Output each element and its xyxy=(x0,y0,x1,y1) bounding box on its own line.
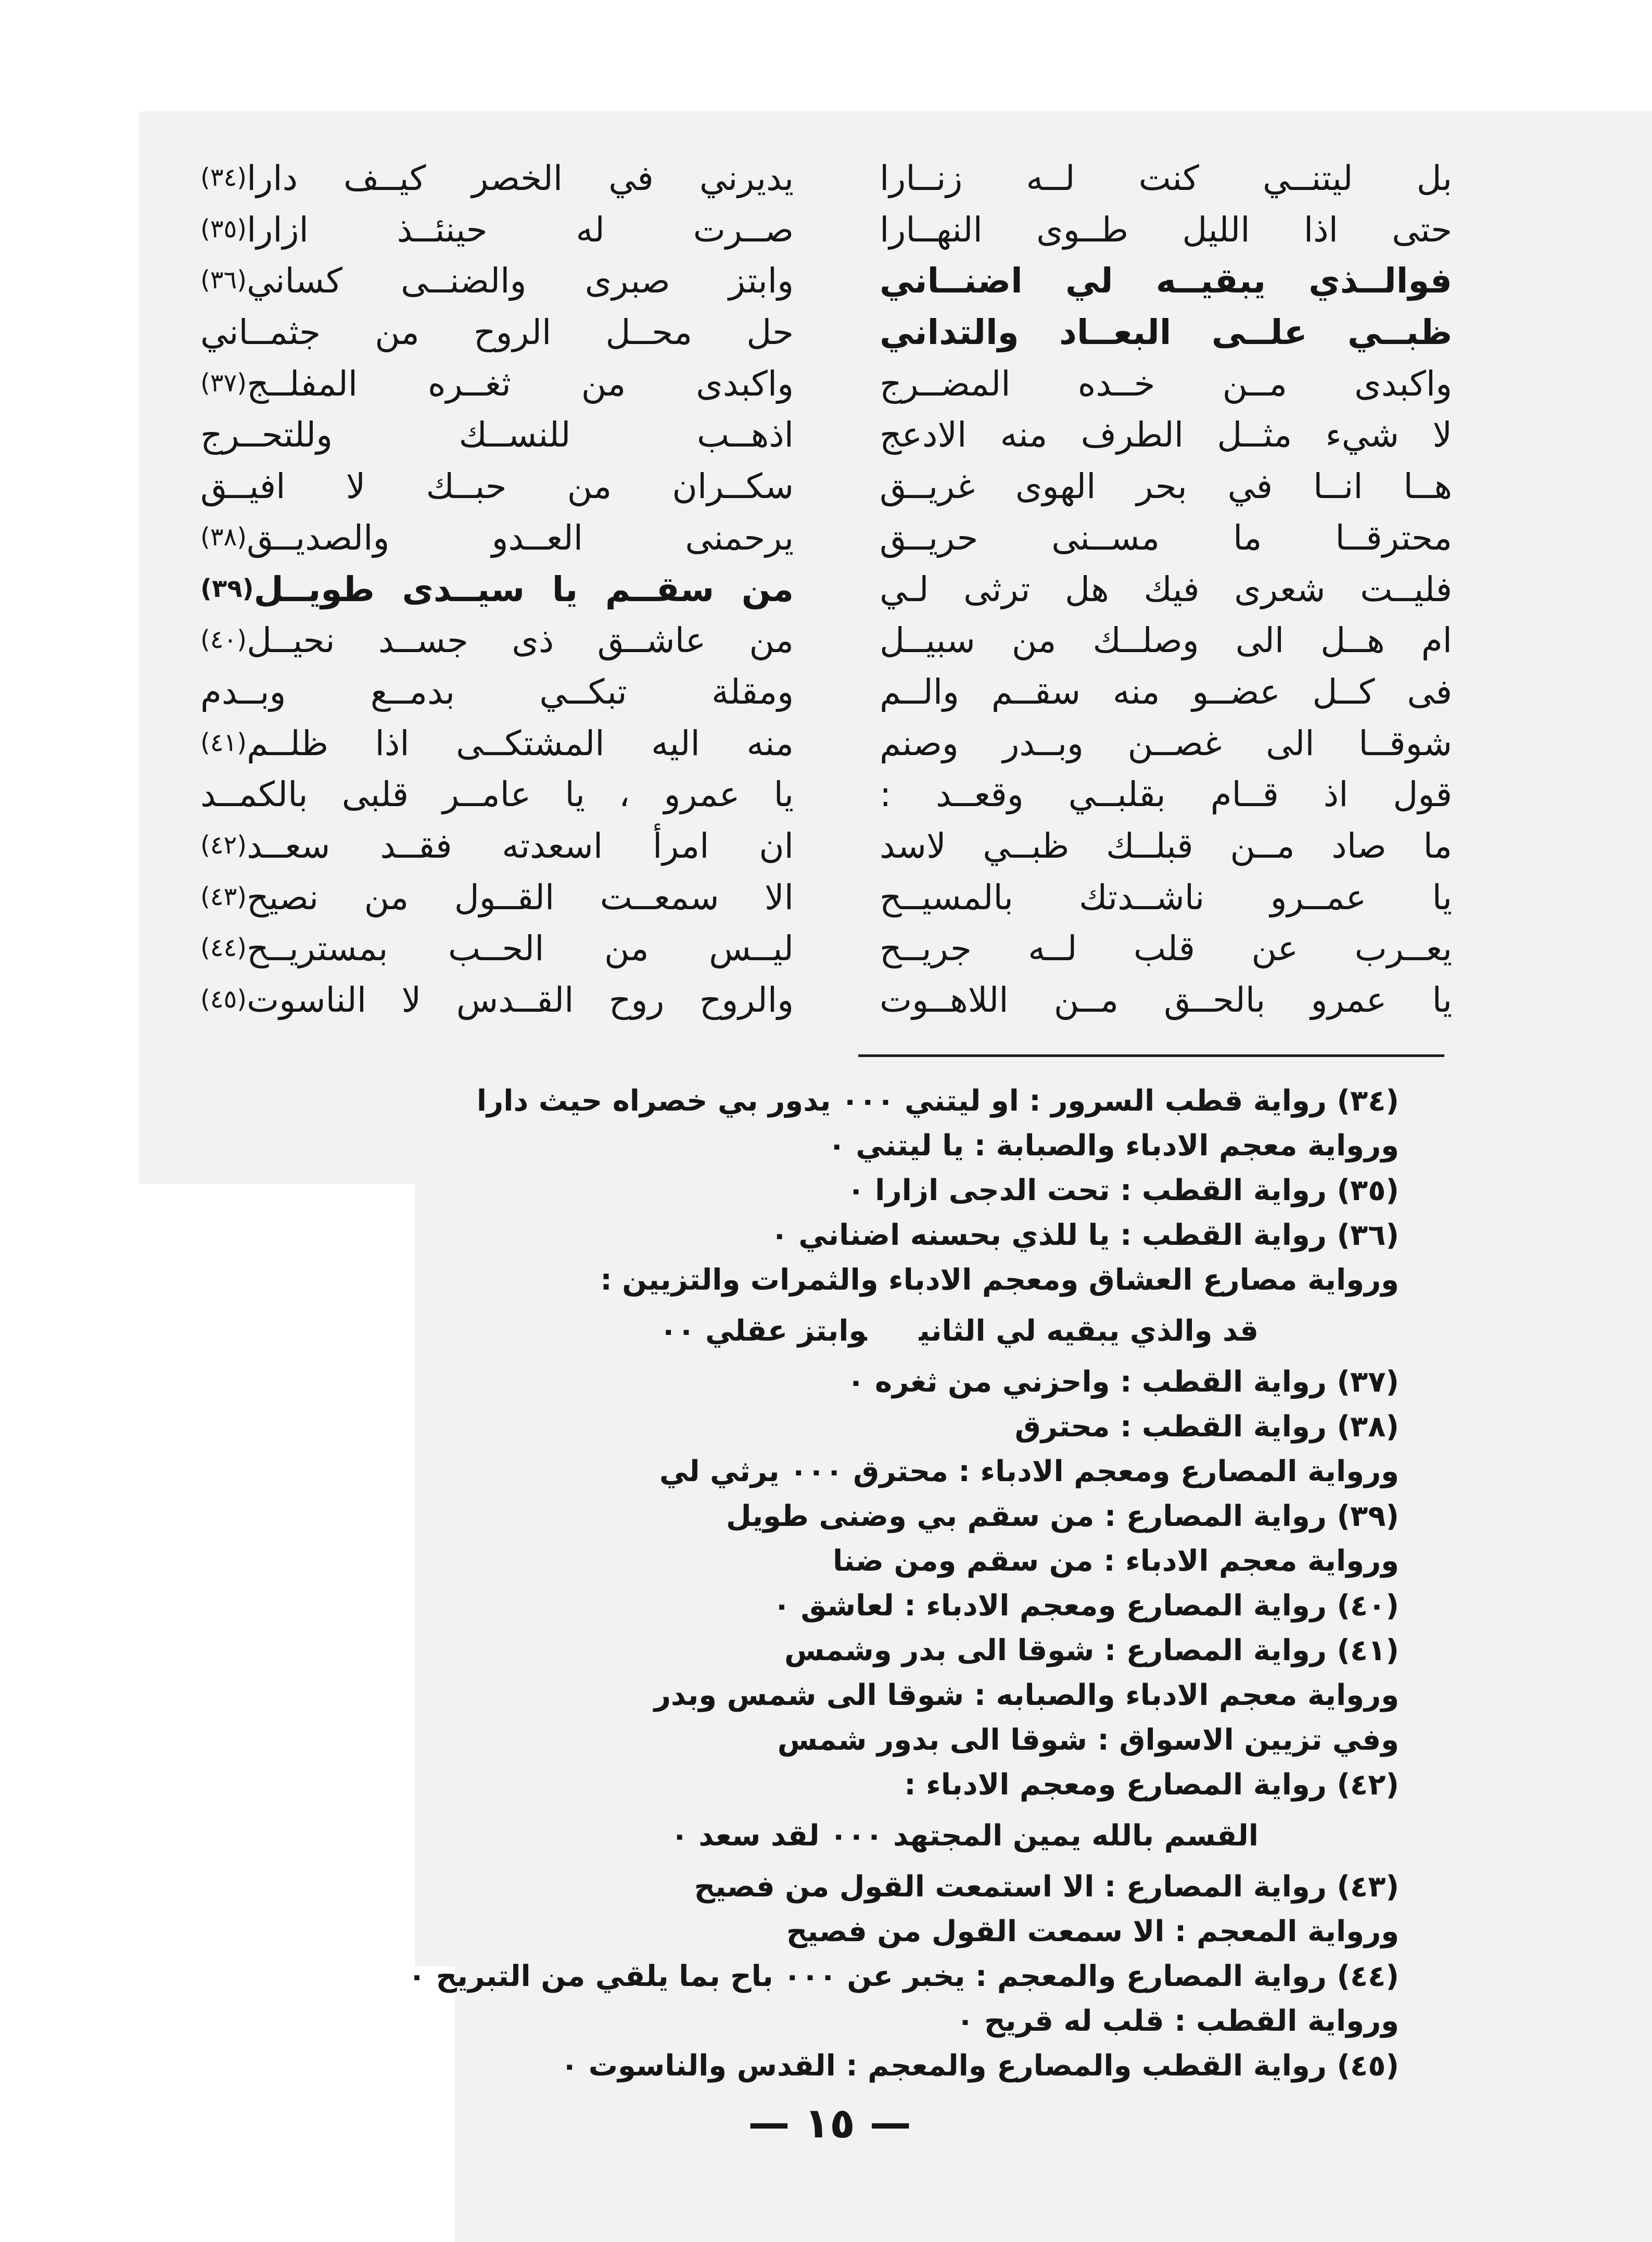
footnote-marker: (٤٥) xyxy=(200,985,247,1014)
footnote-line: (٤٢) رواية المصارع ومعجم الادباء : xyxy=(904,1768,1399,1802)
hemistich-text: ان امرأ اسعدته فقــد سعــد xyxy=(247,825,794,866)
verse-second-hemistich xyxy=(200,410,794,461)
verse-second-hemistich xyxy=(200,718,794,770)
footnote-verse-part: القسم بالله يمين المجتهد ٠٠٠ لقد سعد ٠ xyxy=(670,1819,1259,1853)
verse-second-hemistich xyxy=(200,153,794,205)
hemistich-text: منه اليه المشتكــى اذا ظلــم xyxy=(247,723,794,763)
verse-second-hemistich xyxy=(200,513,794,564)
footnote-marker: (٤٣) xyxy=(200,882,247,911)
footnote-marker: (٣٥) xyxy=(200,214,247,244)
footnote-marker: (٤٠) xyxy=(200,625,247,655)
footnote-line: ورواية المصارع ومعجم الادباء : محترق ٠٠٠ يرثي لي xyxy=(659,1455,1399,1488)
hemistich-text: والروح روح القــدس لا الناسوت xyxy=(247,980,794,1020)
verse-first-hemistich: محترقــا ما مســنى حريــق xyxy=(880,517,1452,558)
footnote-line: (٣٨) رواية القطب : محترق xyxy=(1014,1410,1399,1444)
verse-first-hemistich: فليــت شعرى فيك هل ترثى لـي xyxy=(880,569,1452,609)
footnote-line: ورواية معجم الادباء والصبابة : يا ليتني ٠ xyxy=(828,1129,1399,1163)
footnote-line: ورواية معجم الادباء : من سقم ومن ضنا xyxy=(832,1544,1399,1578)
verse-second-hemistich xyxy=(200,872,794,924)
verse-second-hemistich xyxy=(200,461,794,513)
footnote-line: ورواية مصارع العشاق ومعجم الادباء والثمرات والتزيين : xyxy=(600,1263,1399,1297)
footnote-line: (٣٦) رواية القطب : يا للذي بحسنه اضناني ٠ xyxy=(770,1218,1399,1252)
footnote-line: ورواية معجم الادباء والصبابه : شوقا الى شمس وبدر xyxy=(654,1678,1399,1712)
footnote-marker: (٣٦) xyxy=(200,265,247,295)
footnote-line: (٤٣) رواية المصارع : الا استمعت القول من فصيح xyxy=(694,1870,1399,1904)
footnote-marker: (٣٧) xyxy=(200,368,247,398)
verse-second-hemistich xyxy=(200,359,794,410)
footnote-line: وفي تزيين الاسواق : شوقا الى بدور شمس xyxy=(777,1723,1399,1757)
footnote-verse-part: قد والذي يبقيه لي الثاني xyxy=(919,1314,1259,1348)
hemistich-text: واكبدى من ثغــره المفلــج xyxy=(247,363,794,404)
verse-second-hemistich xyxy=(200,205,794,256)
hemistich-text: يا عمرو ، يا عامــر قلبى بالكمــد xyxy=(200,774,794,815)
footnote-line: (٣٩) رواية المصارع : من سقم بي وضنى طويل xyxy=(726,1499,1399,1533)
hemistich-text: ومقلة تبكــي بدمــع وبــدم xyxy=(200,671,794,712)
verse-first-hemistich: ظبــي علــى البعــاد والتداني xyxy=(880,312,1452,353)
hemistich-text: وابتز صبرى والضنــى كساني xyxy=(247,261,794,301)
verse-first-hemistich: ما صاد مــن قبلــك ظبــي لاسد xyxy=(880,825,1452,866)
hemistich-text: حل محــل الروح من جثمــاني xyxy=(200,312,794,353)
verse-second-hemistich xyxy=(200,564,794,616)
verse-second-hemistich xyxy=(200,769,794,821)
footnote-marker: (٣٨) xyxy=(200,522,247,552)
hemistich-text: يديرني في الخصر كيــف دارا xyxy=(247,158,794,198)
footnote-line: (٣٤) رواية قطب السرور : او ليتني ٠٠٠ يدور بي خصراه حيث دارا xyxy=(476,1084,1399,1118)
hemistich-text: من سقــم يا سيــدى طويــل xyxy=(253,569,794,609)
verse-first-hemistich: يا عمــرو ناشــدتك بالمسيــح xyxy=(880,877,1452,918)
hemistich-text: اذهــب للنســك وللتحــرج xyxy=(200,415,794,455)
verse-first-hemistich: هــا انــا في بحر الهوى غريــق xyxy=(880,466,1452,507)
hemistich-text: الا سمعــت القــول من نصيح xyxy=(247,877,794,918)
verse-second-hemistich xyxy=(200,256,794,307)
page-number: — ١٥ — xyxy=(748,2099,911,2147)
hemistich-text: صــرت له حينئــذ ازارا xyxy=(247,209,794,250)
hemistich-text: يرحمنى العــدو والصديــق xyxy=(247,517,794,558)
footnote-marker: (٤٢) xyxy=(200,830,247,860)
verse-first-hemistich: شوقــا الى غصــن وبــدر وصنم xyxy=(880,723,1452,763)
verse-second-hemistich xyxy=(200,667,794,718)
footnote-marker: (٤٤) xyxy=(200,933,247,963)
footnote-divider xyxy=(858,1054,1444,1057)
hemistich-text: ليــس من الحــب بمستريــح xyxy=(247,928,794,969)
verse-first-hemistich: يعــرب عن قلب لــه جريــح xyxy=(880,928,1452,969)
footnote-marker: (٤١) xyxy=(200,728,247,757)
verse-first-hemistich: فوالــذي يبقيــه لي اضنــاني xyxy=(880,261,1452,301)
footnote-line: ورواية القطب : قلب له قريح ٠ xyxy=(956,2004,1399,2038)
verse-first-hemistich: بل ليتنــي كنت لــه زنــارا xyxy=(880,158,1452,198)
hemistich-text: من عاشــق ذى جســد نحيــل xyxy=(247,620,794,661)
verse-second-hemistich xyxy=(200,975,794,1026)
footnote-verse-part: وابتز عقلي ٠٠ xyxy=(659,1314,867,1348)
verse-second-hemistich xyxy=(200,307,794,359)
verse-first-hemistich: حتى اذا الليل طــوى النهــارا xyxy=(880,209,1452,250)
footnote-verse-variant xyxy=(202,1807,1399,1865)
footnote-verse-variant xyxy=(202,1303,1399,1360)
verse-first-hemistich: واكبدى مــن خــده المضــرج xyxy=(880,363,1452,404)
footnote-line: (٤٠) رواية المصارع ومعجم الادباء : لعاشق ٠ xyxy=(772,1589,1399,1623)
footnote-line: (٣٧) رواية القطب : واحزني من ثغره ٠ xyxy=(847,1365,1399,1399)
footnote-line: (٤٤) رواية المصارع والمعجم : يخبر عن ٠٠٠ باح بما يلقي من التبريح ٠ xyxy=(408,1959,1399,1993)
verse-first-hemistich: يا عمرو بالحــق مــن اللاهــوت xyxy=(880,980,1452,1020)
verse-second-hemistich xyxy=(200,923,794,975)
verse-first-hemistich: قول اذ قــام بقلبــي وقعــد : xyxy=(880,774,1452,815)
footnotes xyxy=(202,1079,1399,2088)
footnote-marker: (٣٤) xyxy=(200,163,247,192)
verse-first-hemistich: فى كــل عضــو منه سقــم والــم xyxy=(880,671,1452,712)
verse-first-hemistich: لا شيء مثــل الطرف منه الادعج xyxy=(880,415,1452,455)
footnote-line: (٤١) رواية المصارع : شوقا الى بدر وشمس xyxy=(784,1634,1399,1667)
footnote-line: (٤٥) رواية القطب والمصارع والمعجم : القدس والناسوت ٠ xyxy=(561,2049,1399,2083)
footnote-line: ورواية المعجم : الا سمعت القول من فصيح xyxy=(786,1915,1399,1948)
footnote-marker: (٣٩) xyxy=(200,574,254,603)
poem-column-right xyxy=(880,153,1452,1026)
poem-column-left xyxy=(200,153,794,1026)
verse-first-hemistich: ام هــل الى وصلــك من سبيــل xyxy=(880,620,1452,661)
footnote-line: (٣٥) رواية القطب : تحت الدجى ازارا ٠ xyxy=(847,1174,1399,1207)
hemistich-text: سكــران من حبــك لا افيــق xyxy=(200,466,794,507)
verse-second-hemistich xyxy=(200,821,794,872)
verse-second-hemistich xyxy=(200,615,794,667)
